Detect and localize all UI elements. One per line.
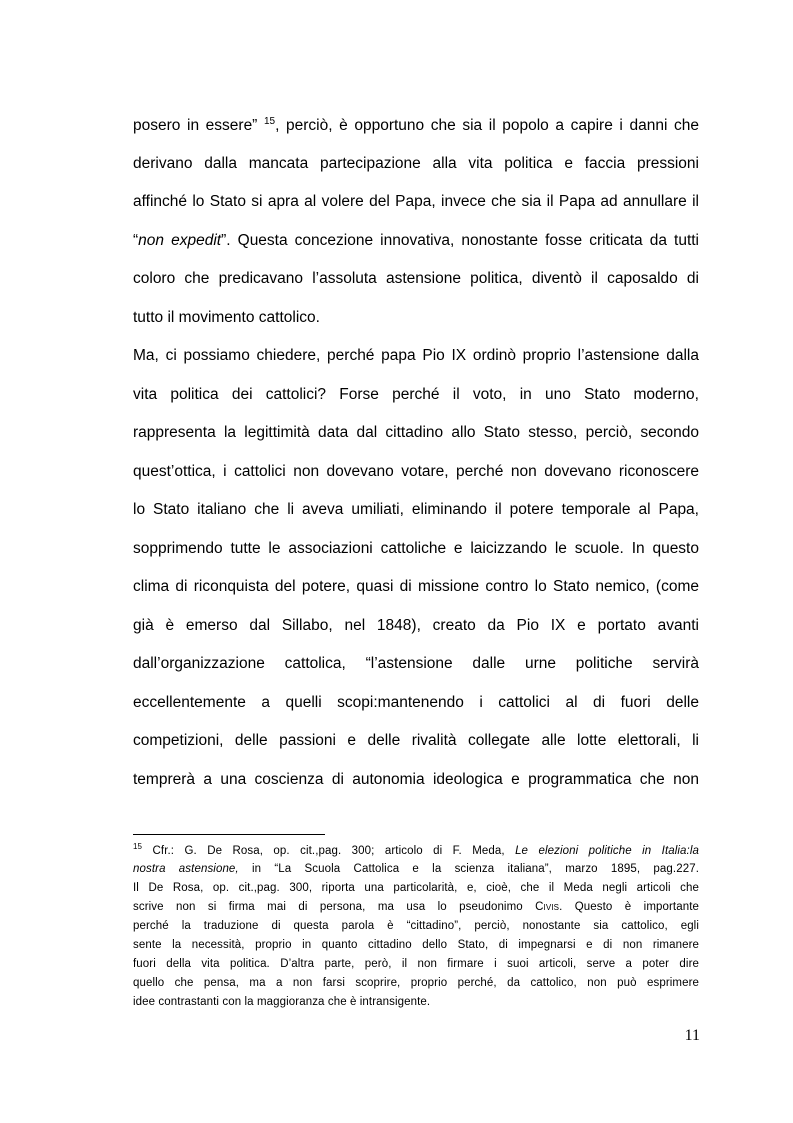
text-line: dall’organizzazione cattolica, “l’astensione dalle urne politiche servirà: [133, 655, 699, 672]
footnote-line: fuori della vita politica. D’altra parte, però, il non firmare i suoi articoli, serve a poter dire: [133, 958, 699, 970]
text-line: competizioni, delle passioni e delle rivalità collegate alle lotte elettorali, li: [133, 732, 699, 749]
footnote-line: idee contrastanti con la maggioranza che è intransigente.: [133, 996, 431, 1008]
footnote-line: $^{15}$ Cfr.: G. De Rosa, op. cit.,pag. 300; articolo di F. Meda, Le elezioni politiche in Italia:la: [133, 842, 699, 857]
text-line: vita politica dei cattolici? Forse perché il voto, in uno Stato moderno,: [133, 386, 699, 403]
footnote-line: nostra astensione, in “La Scuola Cattolica e la scienza italiana”, marzo 1895, pag.227.: [133, 863, 699, 875]
footnote-reference[interactable]: 15: [263, 115, 276, 127]
footnote-line: scrive non si firma mai di persona, ma usa lo pseudonimo Civis. Questo è importante: [133, 901, 699, 913]
text-line: coloro che predicavano l’assoluta astensione politica, diventò il caposaldo di: [133, 270, 699, 287]
text-line: “non expedit”. Questa concezione innovativa, nonostante fosse criticata da tutti: [133, 232, 699, 249]
text-line: affinché lo Stato si apra al volere del Papa, invece che sia il Papa ad annullare il: [133, 193, 699, 210]
text-line: clima di riconquista del potere, quasi di missione contro lo Stato nemico, (come: [133, 578, 699, 595]
text-line: eccellentemente a quelli scopi:mantenendo i cattolici al di fuori delle: [133, 694, 699, 711]
text-line: rappresenta la legittimità data dal cittadino allo Stato stesso, perciò, secondo: [133, 424, 699, 441]
footnote-line: sente la necessità, proprio in quanto cittadino dello Stato, di impegnarsi e di non rimanere: [133, 939, 699, 951]
footnote-line: Il De Rosa, op. cit.,pag. 300, riporta una particolarità, e, cioè, che il Meda negli articoli che: [133, 882, 699, 894]
page-number: 11: [684, 1027, 700, 1044]
text-line: sopprimendo tutte le associazioni cattoliche e laicizzando le scuole. In questo: [133, 540, 699, 557]
text-line: già è emerso dal Sillabo, nel 1848), creato da Pio IX e portato avanti: [133, 617, 699, 634]
text-line: tutto il movimento cattolico.: [133, 309, 320, 326]
text-line: quest’ottica, i cattolici non dovevano votare, perché non dovevano riconoscere: [133, 463, 699, 480]
text-line: temprerà a una coscienza di autonomia ideologica e programmatica che non: [133, 771, 699, 788]
italic-term: non expedit: [138, 232, 222, 249]
text-line: posero in essere” $^{15}$, perciò, è opportuno che sia il popolo a capire i danni che: [133, 115, 699, 134]
footnote-line: perché la traduzione di questa parola è “cittadino”, perciò, nonostante sia cattolico, egli: [133, 920, 699, 932]
text-line: derivano dalla mancata partecipazione alla vita politica e faccia pressioni: [133, 155, 699, 172]
text-line: lo Stato italiano che li aveva umiliati, eliminando il potere temporale al Papa,: [133, 501, 699, 518]
text-line: Ma, ci possiamo chiedere, perché papa Pio IX ordinò proprio l’astensione dalla: [133, 347, 699, 364]
footnote-line: quello che pensa, ma a non farsi scoprire, proprio perché, da cattolico, non può esprimere: [133, 977, 699, 989]
footnote-number: 15: [133, 842, 143, 852]
footnote-divider: [133, 834, 325, 835]
